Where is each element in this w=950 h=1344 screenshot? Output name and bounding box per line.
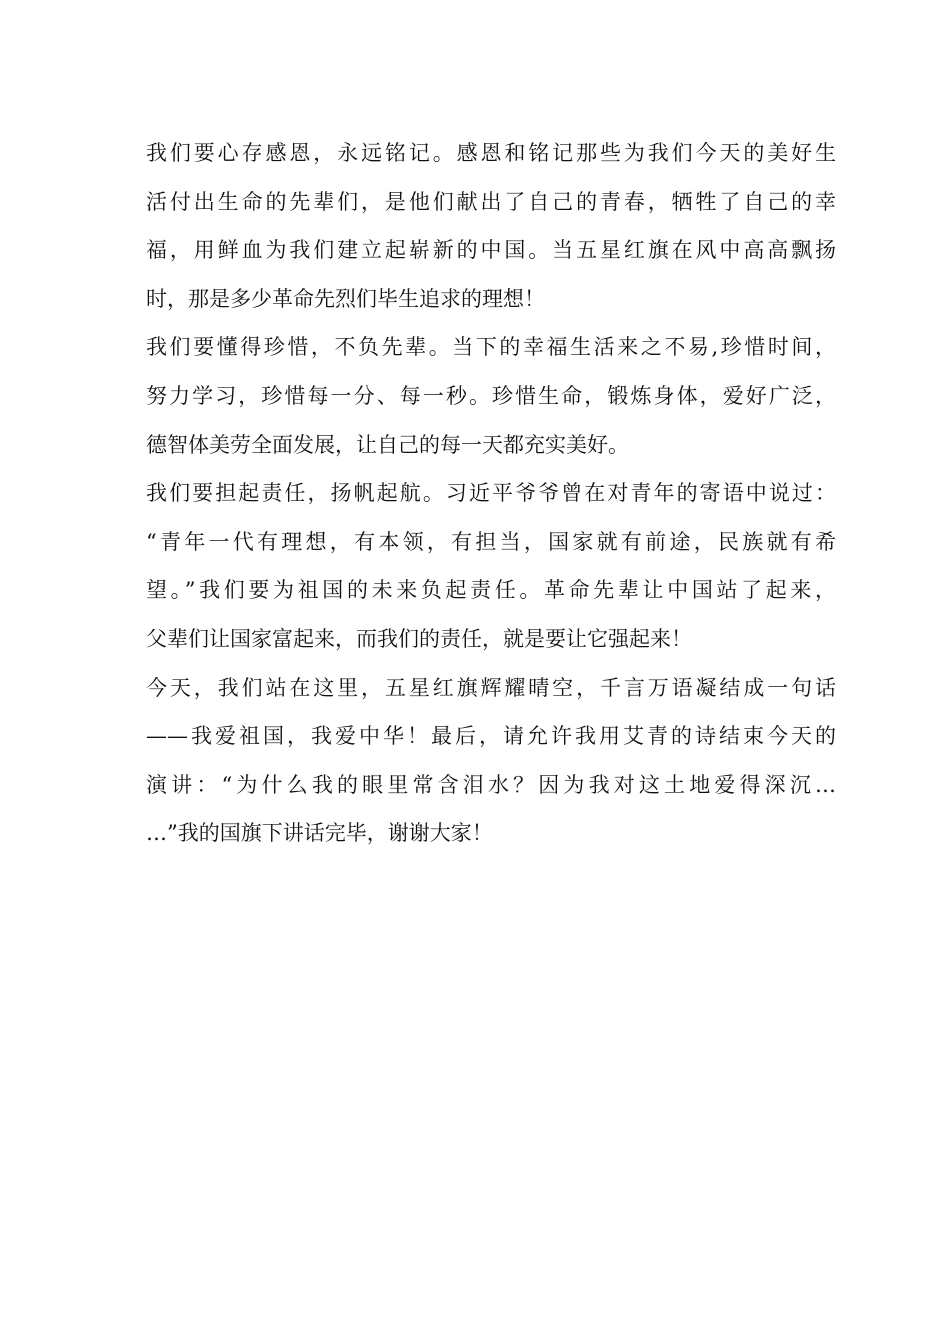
- paragraph-cherish: [146, 327, 836, 473]
- speech-body: [146, 133, 836, 862]
- text-line: 我们要担起责任，扬帆起航。习近平爷爷曾在对青年的寄语中说过：: [146, 481, 836, 506]
- text-line: “青年一代有理想，有本领，有担当，国家就有前途，民族就有希: [146, 529, 836, 554]
- text-line: 我们要心存感恩，永远铭记。感恩和铭记那些为我们今天的美好生: [146, 141, 836, 165]
- text-line: …”我的国旗下讲话完毕，谢谢大家！: [146, 821, 493, 846]
- paragraph-responsibility: [146, 473, 836, 667]
- text-line: 演讲：“为什么我的眼里常含泪水？因为我对这土地爱得深沉…: [146, 772, 836, 797]
- paragraph-gratitude: [146, 133, 836, 327]
- text-line: 活付出生命的先辈们，是他们献出了自己的青春，牺牲了自己的幸: [146, 189, 836, 214]
- text-line: 望。”我们要为祖国的未来负起责任。革命先辈让中国站了起来，: [146, 578, 836, 603]
- text-line: 我们要懂得珍惜，不负先辈。当下的幸福生活来之不易,珍惜时间，: [146, 335, 836, 360]
- text-line: 德智体美劳全面发展，让自己的每一天都充实美好。: [146, 432, 629, 457]
- text-line: ——我爱祖国，我爱中华！最后，请允许我用艾青的诗结束今天的: [146, 724, 836, 749]
- text-line: 努力学习，珍惜每一分、每一秒。珍惜生命，锻炼身体，爱好广泛，: [146, 383, 836, 408]
- text-line: 父辈们让国家富起来，而我们的责任，就是要让它强起来！: [146, 626, 692, 651]
- paragraph-closing: [146, 668, 836, 862]
- text-line: 时，那是多少革命先烈们毕生追求的理想！: [146, 286, 545, 311]
- text-line: 今天，我们站在这里，五星红旗辉耀晴空，千言万语凝结成一句话: [146, 675, 836, 700]
- text-line: 福，用鲜血为我们建立起崭新的中国。当五星红旗在风中高高飘扬: [146, 238, 836, 263]
